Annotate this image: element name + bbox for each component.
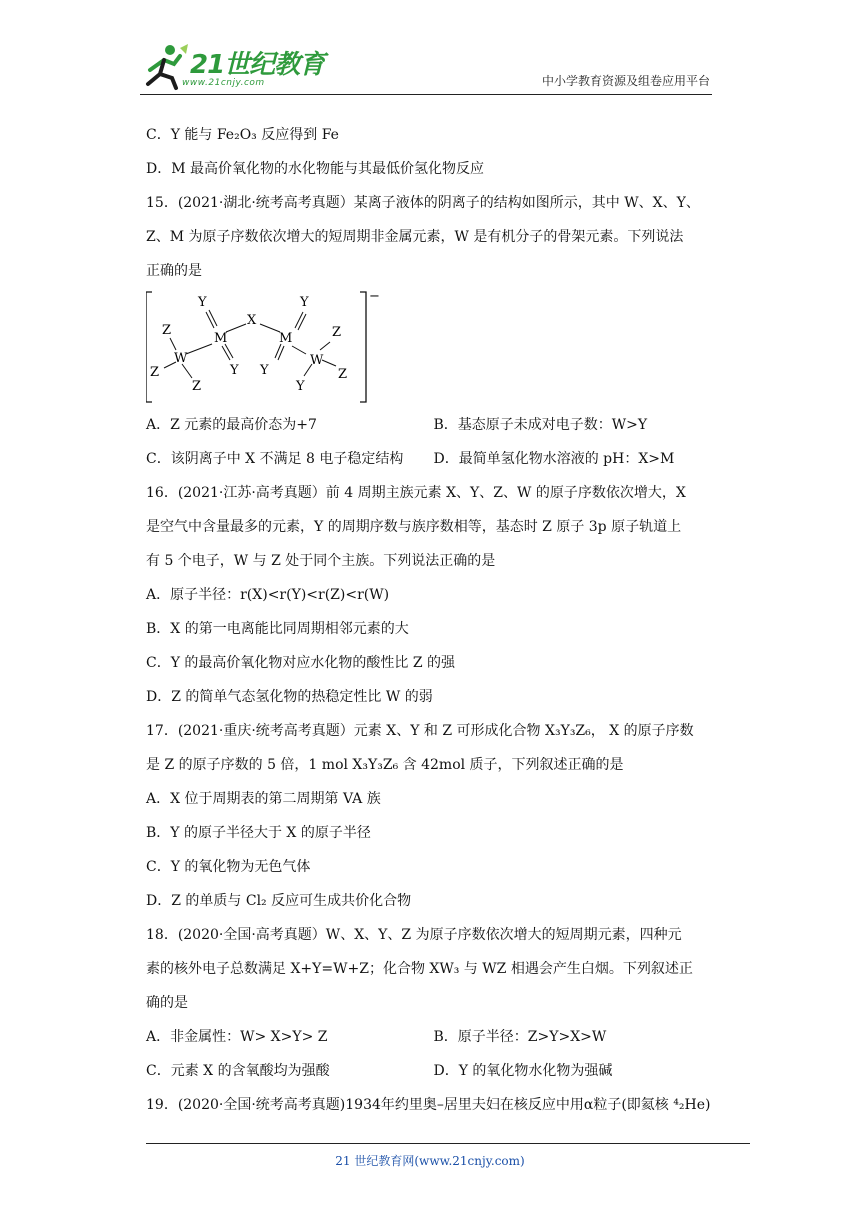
q17-stem-line-2: 是 Z 的原子序数的 5 倍，1 mol X₃Y₃Z₆ 含 42mol 质子，下列叙述正确的是 xyxy=(146,757,624,773)
q15-options-ab xyxy=(146,408,721,442)
q17-option-d: D．Z 的单质与 Cl₂ 反应可生成共价化合物 xyxy=(146,893,412,909)
atom-w: W xyxy=(174,351,188,366)
question-list xyxy=(146,118,721,1122)
atom-y: Y xyxy=(300,295,309,310)
atom-x: X xyxy=(247,313,257,328)
q19-stem-line-1: 19．(2020·全国·统考高考真题)1934年约里奥–居里夫妇在核反应中用α粒子(即氦核 ⁴₂He) xyxy=(146,1097,711,1113)
atom-z: Z xyxy=(332,325,342,340)
q15-option-b: B．基态原子未成对电子数：W>Y xyxy=(433,417,648,433)
page-footer: 21 世纪教育网(www.21cnjy.com) xyxy=(335,1154,525,1168)
q16-stem-line-1: 16．(2021·江苏·高考真题）前 4 周期主族元素 X、Y、Z、W 的原子序数依次增大，X xyxy=(146,485,686,501)
q16-option-d: D．Z 的简单气态氢化物的热稳定性比 W 的弱 xyxy=(146,689,433,705)
atom-y: Y xyxy=(260,363,269,378)
q16-option-b: B．X 的第一电离能比同周期相邻元素的大 xyxy=(146,621,409,637)
atom-z: Z xyxy=(162,323,172,338)
atom-z: Z xyxy=(192,379,202,394)
q18-options-cd xyxy=(146,1054,721,1088)
q18-option-a: A．非金属性：W> X>Y> Z xyxy=(146,1029,328,1045)
atom-m: M xyxy=(214,331,228,346)
q18-option-d: D．Y 的氧化物水化物为强碱 xyxy=(433,1063,613,1079)
q16-stem-line-3: 有 5 个电子，W 与 Z 处于同个主族。下列说法正确的是 xyxy=(146,553,496,569)
q16-option-a: A．原子半径：r(X)<r(Y)<r(Z)<r(W) xyxy=(146,587,390,603)
atom-z: Z xyxy=(150,365,160,380)
q15-option-d: D．最简单氢化物水溶液的 pH：X>M xyxy=(433,451,675,467)
anion-structure-diagram xyxy=(146,290,721,408)
q18-stem-line-1: 18．(2020·全国·高考真题）W、X、Y、Z 为原子序数依次增大的短周期元素，四种元 xyxy=(146,927,682,943)
q15-stem-line-2: Z、M 为原子序数依次增大的短周期非金属元素，W 是有机分子的骨架元素。下列说法 xyxy=(146,229,684,245)
footer-divider xyxy=(146,1143,750,1144)
q18-option-b: B．原子半径：Z>Y>X>W xyxy=(433,1029,607,1045)
q18-options-ab xyxy=(146,1020,721,1054)
q18-stem-line-2: 素的核外电子总数满足 X+Y=W+Z；化合物 XW₃ 与 WZ 相遇会产生白烟。下列叙述正 xyxy=(146,961,693,977)
q18-option-c: C．元素 X 的含氧酸均为强酸 xyxy=(146,1063,330,1079)
q15-options-cd xyxy=(146,442,721,476)
site-logo xyxy=(140,40,340,94)
atom-w: W xyxy=(310,353,324,368)
header-tagline: 中小学教育资源及组卷应用平台 xyxy=(541,74,710,88)
q14-option-d: D．M 最高价氧化物的水化物能与其最低价氢化物反应 xyxy=(146,161,485,177)
atom-z: Z xyxy=(338,367,348,382)
q18-stem-line-3: 确的是 xyxy=(146,995,188,1011)
atom-z: Y xyxy=(296,379,305,394)
q17-option-a: A．X 位于周期表的第二周期第 VA 族 xyxy=(146,791,381,807)
logo-text: 21世纪教育 xyxy=(190,50,325,80)
q17-option-b: B．Y 的原子半径大于 X 的原子半径 xyxy=(146,825,371,841)
atom-y: Y xyxy=(198,295,207,310)
charge-sign: − xyxy=(369,290,380,304)
atom-y: Y xyxy=(230,363,239,378)
q15-stem-line-3: 正确的是 xyxy=(146,263,202,279)
q17-stem-line-1: 17．(2021·重庆·统考高考真题）元素 X、Y 和 Z 可形成化合物 X₃Y₃Z₆， X 的原子序数 xyxy=(146,723,694,739)
q16-option-c: C．Y 的最高价氧化物对应水化物的酸性比 Z 的强 xyxy=(146,655,456,671)
q14-option-c: C．Y 能与 Fe₂O₃ 反应得到 Fe xyxy=(146,127,339,143)
logo-url: www.21cnjy.com xyxy=(182,78,265,88)
q16-stem-line-2: 是空气中含量最多的元素，Y 的周期序数与族序数相等，基态时 Z 原子 3p 原子轨道上 xyxy=(146,519,682,535)
page-header xyxy=(140,40,710,94)
q17-option-c: C．Y 的氧化物为无色气体 xyxy=(146,859,311,875)
atom-m: M xyxy=(279,331,293,346)
q15-option-c: C．该阴离子中 X 不满足 8 电子稳定结构 xyxy=(146,451,404,467)
header-divider xyxy=(140,94,712,95)
q15-stem-line-1: 15．(2021·湖北·统考高考真题）某离子液体的阴离子的结构如图所示，其中 W、X、Y、 xyxy=(146,195,700,211)
q15-option-a: A．Z 元素的最高价态为+7 xyxy=(146,417,317,433)
